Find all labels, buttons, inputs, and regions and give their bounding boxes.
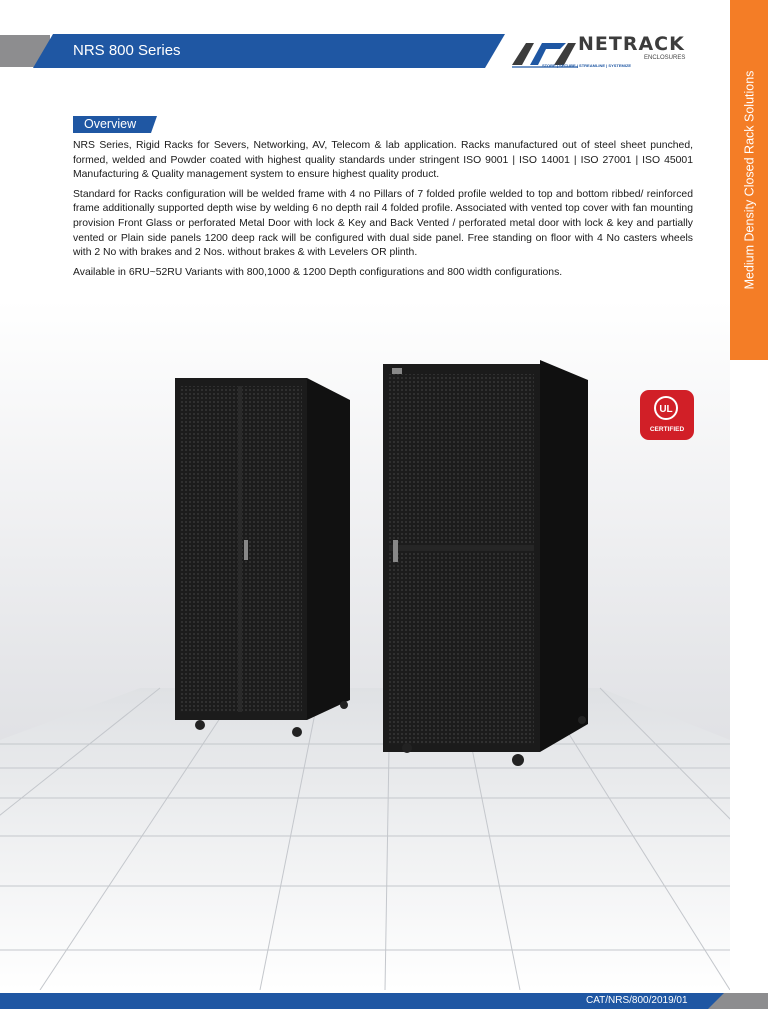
overview-paragraph: NRS Series, Rigid Racks for Severs, Networking, AV, Telecom & lab application. Racks manufactured out of steel sheet punched, formed, welded and Powder coated with highest quality standards under stringent ISO 9001 | ISO 14001 | ISO 27001 | ISO 45001 Manufacturing & Quality management system to ensure highest quality product. <box>73 140 693 181</box>
brand-name: NETRACK <box>578 33 685 55</box>
brand-sub: ENCLOSURES <box>644 55 686 61</box>
overview-label: Overview <box>84 117 137 131</box>
brand-tagline: STORE | SECURE | STREAMLINE | SYSTEMIZE <box>542 63 632 68</box>
series-title: NRS 800 Series <box>73 42 181 59</box>
product-image <box>0 300 730 990</box>
side-tab-text-wrap <box>730 0 768 360</box>
rack-left <box>175 378 350 737</box>
ul-certified-label: CERTIFIED <box>649 426 685 433</box>
catalog-code: CAT/NRS/800/2019/01 <box>586 995 688 1006</box>
overview-paragraph: Standard for Racks configuration will be welded frame with 4 no Pillars of 7 folded profile welded to top and bottom ribbed/ reinforced frame additionally supported depth wise by welding 6 no depth rail 4 folded profile. Associated with vented top cover with fan mounting provision Front Glass or perforated Metal Door with lock & Key and Back Vented / perforated metal door with lock & key and partially vented or Plain side panels 1200 deep rack will be configured with dual side panel. Free standing on floor with 4 No casters wheels with 2 No with brakes and 2 Nos. without brakes & with Levelers OR plinth. <box>73 188 693 259</box>
side-tab-label: Medium Density Closed Rack Solutions <box>742 70 756 290</box>
overview-paragraph: Available in 6RU~52RU Variants with 800,1000 & 1200 Depth configurations and 800 width configurations. <box>73 266 563 278</box>
ul-mark: UL <box>654 396 678 420</box>
rack-right <box>383 360 588 766</box>
overview-body <box>73 139 693 285</box>
